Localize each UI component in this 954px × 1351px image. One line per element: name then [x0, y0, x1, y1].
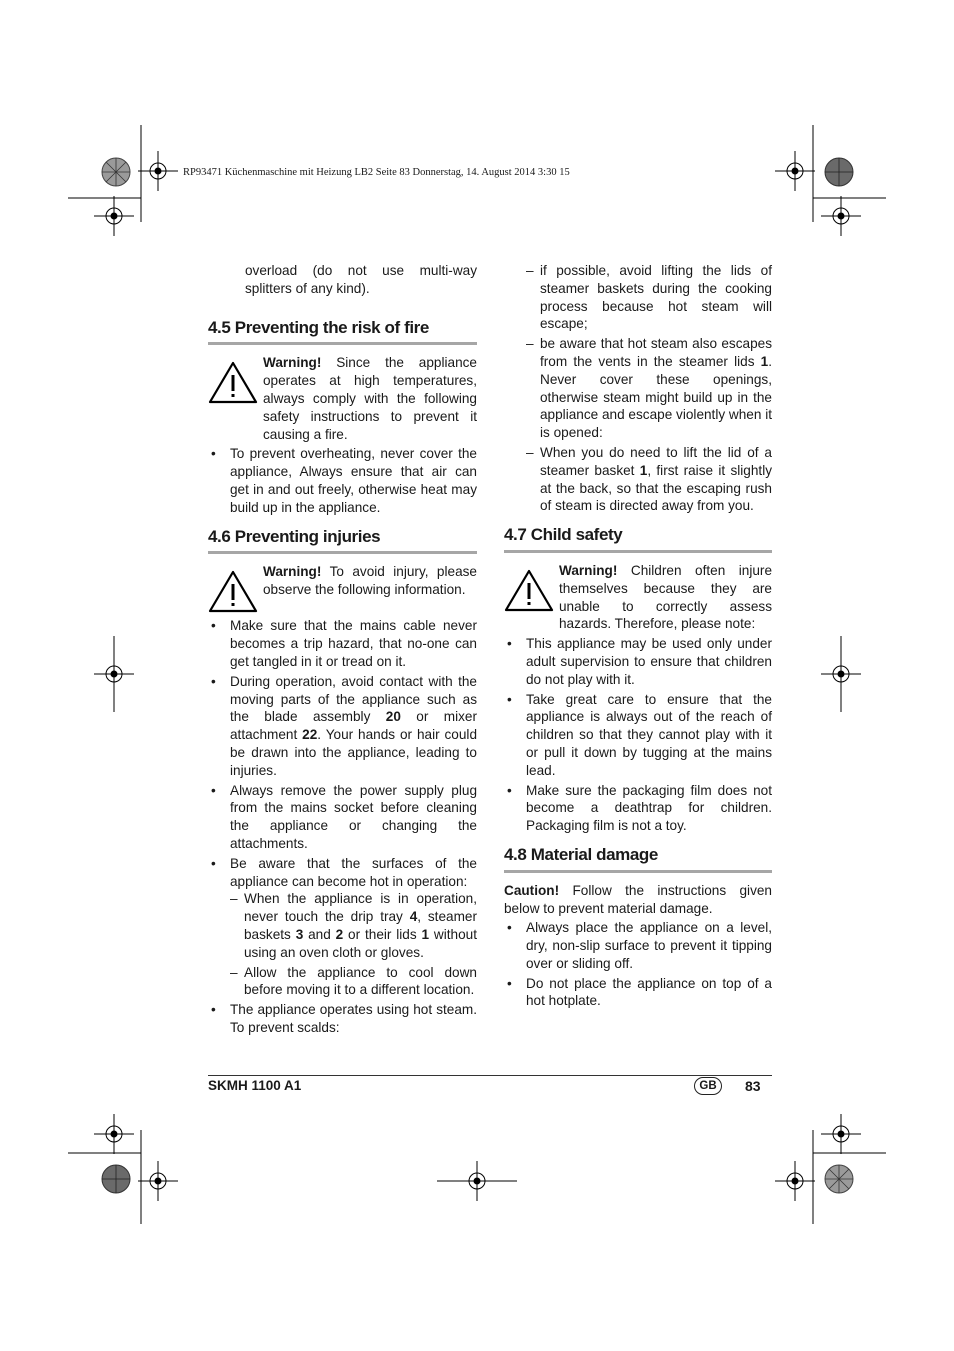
list-item: • This appliance may be used only under adult supervision to ensure that children do not play with it. — [504, 635, 772, 688]
warning-label: Warning! — [263, 355, 322, 371]
registration-crosshair-icon — [138, 1161, 178, 1201]
warning-text: Children often injure themselves because they are unable to correctly assess hazards. Therefore, please note: — [559, 562, 772, 632]
list-item: – When you do need to lift the lid of a steamer basket 1, first raise it slightly at the back, so that the escaping rush of steam is directed away from you. — [526, 444, 772, 515]
warning-label: Warning! — [263, 564, 322, 580]
registration-crosshair-icon — [775, 151, 815, 191]
registration-crosshair-icon — [437, 1161, 517, 1201]
right-column — [504, 262, 772, 1012]
warning-label: Warning! — [559, 562, 618, 578]
warning-triangle-icon — [208, 360, 258, 404]
registration-crosshair-icon — [821, 1114, 861, 1154]
footer-model: SKMH 1100 A1 — [208, 1078, 302, 1093]
list-item: – Allow the appliance to cool down before moving it to a different location. — [230, 964, 477, 1000]
warning-block-fire — [208, 354, 477, 443]
bullet-list-injuries — [208, 617, 477, 1036]
caution-label: Caution! — [504, 882, 560, 898]
list-item: – if possible, avoid lifting the lids of steamer baskets during the cooking process because hot steam will escape; — [526, 262, 772, 333]
warning-triangle-icon — [504, 568, 554, 612]
list-item: – be aware that hot steam also escapes from the vents in the steamer lids 1. Never cover these openings, otherwise steam might build up in the appliance and escape violently when it is opened: — [526, 335, 772, 442]
section-title-4-7: 4.7 Child safety — [504, 526, 772, 553]
section-title-4-6: 4.6 Preventing injuries — [208, 528, 477, 555]
section-title-4-5: 4.5 Preventing the risk of fire — [208, 319, 477, 346]
intro-paragraph: overload (do not use multi-way splitters of any kind). — [245, 263, 477, 296]
registration-crosshair-icon — [94, 636, 134, 712]
registration-crosshair-icon — [821, 196, 861, 236]
star-target-icon — [824, 1164, 854, 1194]
warning-block-child — [504, 562, 772, 633]
list-item: • The appliance operates using hot steam. To prevent scalds: — [208, 1001, 477, 1037]
list-item: • Make sure the packaging film does not become a deathtrap for children. Packaging film is not a toy. — [504, 782, 772, 835]
page-number: 83 — [745, 1078, 761, 1094]
list-item: • Take great care to ensure that the appliance is always out of the reach of children so that they cannot play with it or pull it down by tugging at the mains lead. — [504, 691, 772, 780]
star-target-icon — [101, 157, 131, 187]
star-target-icon — [101, 1164, 131, 1194]
warning-triangle-icon — [208, 569, 258, 613]
list-item: – When the appliance is in operation, never touch the drip tray 4, steamer baskets 3 and 2 or their lids 1 without using an oven cloth or gloves. — [230, 890, 477, 961]
list-item: • During operation, avoid contact with the moving parts of the appliance such as the blade assembly 20 or mixer attachment 22. Your hands or hair could be drawn into the appliance, leading to injuries. — [208, 673, 477, 780]
country-badge: GB — [694, 1077, 722, 1095]
print-info-line: RP93471 Küchenmaschine mit Heizung LB2 Seite 83 Donnerstag, 14. August 2014 3:30 15 — [183, 167, 570, 178]
registration-crosshair-icon — [94, 1114, 134, 1154]
star-target-icon — [824, 157, 854, 187]
footer-rule — [208, 1075, 772, 1076]
registration-crosshair-icon — [775, 1161, 815, 1201]
section-title-4-8: 4.8 Material damage — [504, 846, 772, 873]
list-item: • Be aware that the surfaces of the appliance can become hot in operation: – When the appliance is in operation, never touch the drip tray 4, steamer baskets 3 and 2 or their lids 1 without using an oven cloth or gloves. – Allow the appliance to cool down before moving it to a different location. — [208, 855, 477, 999]
warning-text: Since the appliance operates at high temperatures, always comply with the following safety instructions to prevent it causing a fire. — [263, 355, 477, 442]
warning-block-injuries — [208, 563, 477, 615]
list-item: • Always remove the power supply plug from the mains socket before cleaning the appliance or changing the attachments. — [208, 782, 477, 853]
bullet-list-child — [504, 635, 772, 835]
bullet-list-fire — [208, 445, 477, 516]
caution-paragraph: Caution! Follow the instructions given below to prevent material damage. — [504, 882, 772, 916]
dash-list — [230, 890, 477, 999]
registration-crosshair-icon — [821, 636, 861, 712]
list-item: • Make sure that the mains cable never becomes a trip hazard, that no-one can get tangled in it or tread on it. — [208, 617, 477, 670]
left-column — [208, 262, 477, 1039]
dash-list-steam — [526, 262, 772, 515]
registration-crosshair-icon — [94, 196, 134, 236]
registration-crosshair-icon — [138, 151, 178, 191]
warning-text: To avoid injury, please observe the following information. — [263, 564, 477, 598]
list-item: • Always place the appliance on a level, dry, non-slip surface to prevent it tipping over or sliding off. — [504, 919, 772, 972]
list-item: • To prevent overheating, never cover the appliance, Always ensure that air can get in and out freely, otherwise heat may build up in the appliance. — [208, 445, 477, 516]
bullet-list-material — [504, 919, 772, 1010]
list-item: • Do not place the appliance on top of a hot hotplate. — [504, 975, 772, 1011]
